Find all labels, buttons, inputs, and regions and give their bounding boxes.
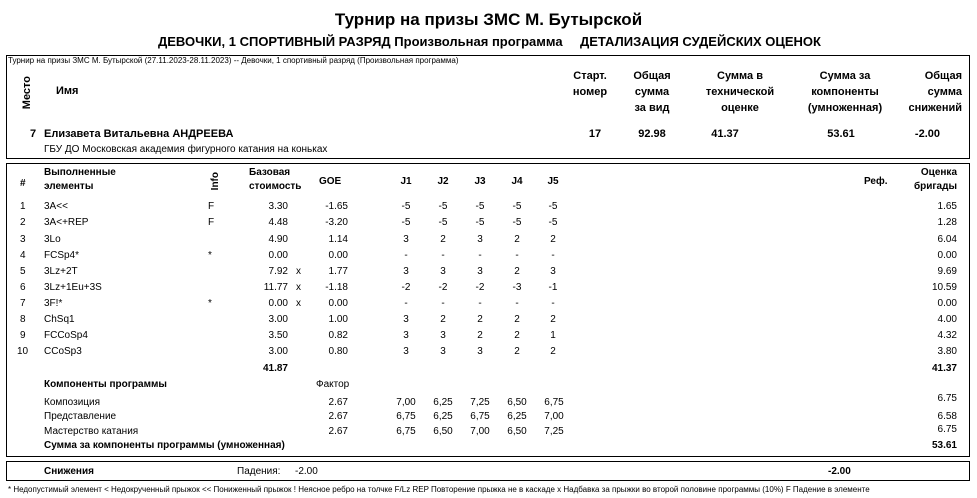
elements-name-header: Выполненные элементы (44, 167, 116, 192)
element-j4: 2 (514, 314, 520, 325)
falls-label: Падения: (237, 466, 281, 477)
deductions-label: Снижения (44, 466, 94, 477)
component-j4: 6,25 (507, 411, 527, 422)
element-base-value: 0.00 (268, 250, 288, 261)
table-row (0, 250, 977, 266)
element-number: 10 (17, 346, 29, 357)
component-j3: 7,25 (470, 397, 490, 408)
element-number: 3 (20, 234, 26, 245)
element-j1: -2 (401, 282, 411, 293)
j3-header: J3 (474, 176, 486, 187)
referee-header: Реф. (864, 176, 888, 187)
component-factor: 2.67 (328, 411, 348, 422)
element-goe: 0.80 (328, 346, 348, 357)
element-j5: 2 (550, 234, 556, 245)
table-row (0, 217, 977, 233)
element-code: 3A<< (44, 201, 68, 212)
element-j3: 3 (477, 266, 483, 277)
element-goe: 1.14 (328, 234, 348, 245)
element-j5: 2 (550, 314, 556, 325)
element-panel-score: 0.00 (937, 250, 957, 261)
element-j2: - (441, 250, 445, 261)
table-row (0, 298, 977, 314)
factor-header: Фактор (316, 379, 350, 390)
element-bonus-mark: x (296, 298, 301, 309)
component-name: Представление (44, 411, 117, 422)
j1-header: J1 (400, 176, 412, 187)
event-line: Турнир на призы ЗМС М. Бутырской (27.11.2023-28.11.2023) -- Девочки, 1 спортивный разряд (Произвольная программа) (8, 56, 459, 65)
skater-total: 92.98 (638, 128, 666, 140)
element-goe: 1.77 (328, 266, 348, 277)
element-number: 1 (20, 201, 26, 212)
skater-pcs: 53.61 (827, 128, 855, 140)
table-row (0, 234, 977, 250)
element-j2: - (441, 298, 445, 309)
element-j2: -5 (438, 201, 448, 212)
element-info: * (208, 298, 212, 309)
element-info: * (208, 250, 212, 261)
skater-start-number: 17 (588, 128, 602, 140)
component-j1: 6,75 (396, 426, 416, 437)
element-code: 3F!* (44, 298, 63, 309)
element-info: F (208, 201, 215, 212)
place-header: Место (21, 76, 33, 110)
element-j4: -5 (512, 217, 522, 228)
element-bonus-mark: x (296, 266, 301, 277)
component-score: 6.75 (937, 393, 957, 404)
element-j2: 3 (440, 346, 446, 357)
element-j3: -2 (475, 282, 485, 293)
element-j4: 2 (514, 266, 520, 277)
element-panel-score: 10.59 (931, 282, 957, 293)
element-j4: 2 (514, 234, 520, 245)
component-j4: 6,50 (507, 426, 527, 437)
element-j4: 2 (514, 346, 520, 357)
element-j1: 3 (403, 330, 409, 341)
element-j5: - (551, 298, 555, 309)
element-j2: 3 (440, 266, 446, 277)
element-j1: 3 (403, 314, 409, 325)
element-base-value: 11.77 (263, 282, 288, 293)
element-j1: 3 (403, 234, 409, 245)
element-j2: 2 (440, 234, 446, 245)
component-factor: 2.67 (328, 426, 348, 437)
element-j2: -5 (438, 217, 448, 228)
table-row (0, 201, 977, 217)
element-code: FCCoSp4 (44, 330, 88, 341)
base-value-total: 41.87 (262, 363, 288, 374)
element-goe: -3.20 (325, 217, 348, 228)
table-row (0, 266, 977, 282)
element-number: 9 (20, 330, 26, 341)
deductions-box (6, 461, 970, 481)
table-row (0, 330, 977, 346)
j4-header: J4 (511, 176, 523, 187)
element-base-value: 4.48 (268, 217, 288, 228)
element-goe: 1.00 (328, 314, 348, 325)
element-base-value: 3.50 (268, 330, 288, 341)
goe-header: GOE (319, 176, 342, 187)
component-j5: 6,75 (544, 397, 564, 408)
skater-tech: 41.37 (711, 128, 739, 140)
element-j1: - (404, 250, 408, 261)
falls-value: -2.00 (295, 466, 318, 477)
element-j5: -5 (548, 217, 558, 228)
component-score: 6.58 (937, 411, 957, 422)
pcs-sum-value: 53.61 (931, 440, 957, 451)
component-j4: 6,50 (507, 397, 527, 408)
element-code: CCoSp3 (44, 346, 82, 357)
element-j3: 2 (477, 330, 483, 341)
element-panel-score: 3.80 (937, 346, 957, 357)
component-score: 6.75 (937, 424, 957, 435)
element-panel-score: 6.04 (937, 234, 957, 245)
name-header: Имя (56, 85, 79, 97)
element-j4: -5 (512, 201, 522, 212)
element-number: 4 (20, 250, 26, 261)
elements-num-header: # (20, 178, 26, 189)
tech-score-header: Сумма в технической оценке (705, 70, 775, 114)
component-j5: 7,25 (544, 426, 564, 437)
element-j3: - (478, 250, 482, 261)
skater-place: 7 (30, 128, 37, 140)
element-j3: -5 (475, 201, 485, 212)
element-code: 3Lz+1Eu+3S (44, 282, 102, 293)
component-row (0, 411, 977, 427)
element-base-value: 0.00 (268, 298, 288, 309)
element-j1: 3 (403, 266, 409, 277)
element-j5: - (551, 250, 555, 261)
element-j5: 1 (550, 330, 556, 341)
info-header: Info (210, 172, 221, 191)
element-j5: 2 (550, 346, 556, 357)
panel-score-header: Оценка бригады (913, 167, 957, 192)
element-number: 7 (20, 298, 26, 309)
component-j2: 6,25 (433, 397, 453, 408)
element-j4: 2 (514, 330, 520, 341)
element-j3: - (478, 298, 482, 309)
element-code: 3Lo (44, 234, 61, 245)
pcs-sum-label: Сумма за компоненты программы (умноженная) (44, 440, 285, 451)
element-panel-score: 9.69 (937, 266, 957, 277)
element-j5: -5 (548, 201, 558, 212)
element-bonus-mark: x (296, 282, 301, 293)
element-goe: -1.18 (325, 282, 348, 293)
element-info: F (208, 217, 215, 228)
components-header: Компоненты программы (44, 379, 167, 390)
component-j1: 7,00 (396, 397, 416, 408)
element-code: 3A<+REP (44, 217, 89, 228)
element-j2: 3 (440, 330, 446, 341)
component-j2: 6,50 (433, 426, 453, 437)
element-j2: -2 (438, 282, 448, 293)
total-score-header: Общая сумма за вид (633, 70, 671, 114)
element-j1: -5 (401, 217, 411, 228)
pcs-score-header: Сумма за компоненты (умноженная) (807, 70, 883, 114)
element-panel-score: 0.00 (937, 298, 957, 309)
skater-club: ГБУ ДО Московская академия фигурного катания на коньках (44, 144, 328, 155)
component-factor: 2.67 (328, 397, 348, 408)
element-j4: -3 (512, 282, 522, 293)
element-j3: -5 (475, 217, 485, 228)
element-j5: -1 (548, 282, 558, 293)
element-j4: - (515, 250, 519, 261)
element-base-value: 3.00 (268, 346, 288, 357)
element-j2: 2 (440, 314, 446, 325)
component-j3: 7,00 (470, 426, 490, 437)
element-goe: -1.65 (325, 201, 348, 212)
element-number: 2 (20, 217, 26, 228)
deductions-header: Общая сумма снижений (908, 70, 962, 114)
skater-deductions: -2.00 (914, 128, 940, 140)
element-number: 8 (20, 314, 26, 325)
page-title: Турнир на призы ЗМС М. Бутырской (334, 10, 643, 29)
component-name: Мастерство катания (44, 426, 139, 437)
element-goe: 0.82 (328, 330, 348, 341)
element-panel-score: 1.65 (937, 201, 957, 212)
tes-total: 41.37 (931, 363, 957, 374)
element-goe: 0.00 (328, 250, 348, 261)
j2-header: J2 (437, 176, 449, 187)
element-panel-score: 4.00 (937, 314, 957, 325)
element-code: ChSq1 (44, 314, 75, 325)
skater-name: Елизавета Витальевна АНДРЕЕВА (44, 128, 234, 140)
element-code: FCSp4* (44, 250, 80, 261)
component-j5: 7,00 (544, 411, 564, 422)
legend: * Недопустимый элемент < Недокрученный прыжок << Пониженный прыжок ! Неясное ребро на толчке F/Lz REP Повторение прыжка не в каскаде x Надбавка за прыжки во второй половине программы (10%) F Падение в элементе (8, 485, 870, 494)
element-goe: 0.00 (328, 298, 348, 309)
element-panel-score: 1.28 (937, 217, 957, 228)
base-value-header: Базовая стоимость (249, 167, 302, 192)
element-j1: -5 (401, 201, 411, 212)
j5-header: J5 (547, 176, 559, 187)
element-base-value: 3.00 (268, 314, 288, 325)
table-row (0, 346, 977, 362)
element-panel-score: 4.32 (937, 330, 957, 341)
component-j3: 6,75 (470, 411, 490, 422)
element-j5: 3 (550, 266, 556, 277)
table-row (0, 282, 977, 298)
element-j1: - (404, 298, 408, 309)
element-j3: 3 (477, 346, 483, 357)
component-name: Композиция (44, 397, 101, 408)
start-number-header: Старт. номер (572, 70, 608, 98)
page-subtitle-right: ДЕТАЛИЗАЦИЯ СУДЕЙСКИХ ОЦЕНОК (580, 34, 821, 49)
element-j3: 2 (477, 314, 483, 325)
element-j1: 3 (403, 346, 409, 357)
element-number: 5 (20, 266, 26, 277)
page-subtitle-left: ДЕВОЧКИ, 1 СПОРТИВНЫЙ РАЗРЯД Произвольная программа (158, 34, 563, 49)
component-j2: 6,25 (433, 411, 453, 422)
component-j1: 6,75 (396, 411, 416, 422)
element-base-value: 4.90 (268, 234, 288, 245)
deductions-total: -2.00 (828, 466, 851, 477)
element-code: 3Lz+2T (44, 266, 78, 277)
element-number: 6 (20, 282, 26, 293)
element-base-value: 7.92 (268, 266, 288, 277)
element-base-value: 3.30 (268, 201, 288, 212)
element-j4: - (515, 298, 519, 309)
element-j3: 3 (477, 234, 483, 245)
table-row (0, 314, 977, 330)
